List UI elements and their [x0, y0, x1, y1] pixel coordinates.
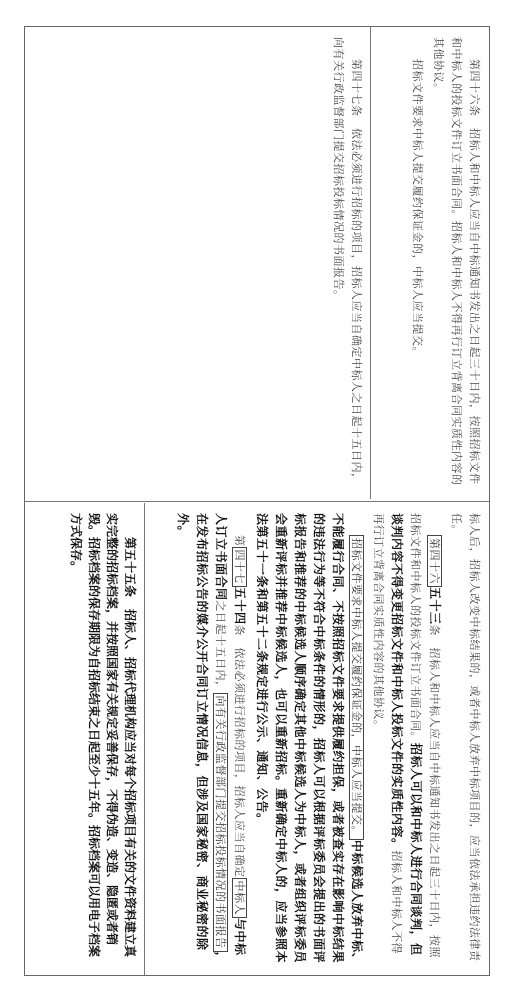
article-text-added: 与中标人订立书面合同 [214, 513, 247, 956]
continuation-text: 标人后，招标人改变中标结果的，或者中标人放弃中标项目的，应当依法承担违约法律责任。 [450, 513, 481, 962]
deleted-text-box: 招标文件要求中标人提交履约保证金的，中标人应当提交。 [349, 535, 364, 840]
comparison-table [24, 26, 490, 976]
right-cell-article-55 [23, 503, 145, 975]
article-text-added: 招标人、招标代理机构应当对每个招标项目有关的文件资料建立真实完整的招标档案，并按照国家有关规定妥善保存，不得伪造、变造、隐匿或者销毁。招标档案的保存期限为自招标结束之日起至少十五年。招标档案可以用电子档案方式保存。 [69, 513, 137, 958]
left-cell-article-46 [371, 27, 489, 501]
article-text: 依法必须进行招标的项目，招标人应当自确定中标人之日起十五日内，向有关行政监督部门提交招标投标情况的书面报告。 [332, 37, 363, 485]
article-text-added: ，在发布招标公告的媒介公开合同订立情况信息，但涉及国家秘密、商业秘密的除外。 [176, 513, 228, 965]
article-text: 之日起十五日内， [214, 600, 227, 693]
article-text: 招标人和中标人应当自中标通知书发出之日起三十日内，按照招标文件和中标人的投标文件订立书面合同。 [409, 513, 441, 959]
article-suffix: 条 [233, 624, 246, 637]
article-number-new: 五十四 [233, 587, 247, 625]
article-text-added: 招标人可以和中标人进行合同谈判，但谈判内容不得变更招标文件和中标人投标文件的实质性内容。 [390, 513, 423, 956]
article-prefix: 第 [233, 535, 246, 547]
right-cell-upper [145, 503, 489, 975]
article-text-added: 中标候选人放弃中标、不能履行合同、不按照招标文件要求提供履约担保，或者被查实存在影响中标结果的违法行为等不符合中标条件的情形的，招标人可以根据评标委员会提出的书面评标报告和推荐的中标候选人顺序确定其他中标候选人为中标人，或者组织评标委员会重新评标并推荐中标候选人，也可以重新招标。重新确定中标人的，应当参照本法第五十一条和第五十二条规定进行公示、通知、公告。 [255, 513, 364, 966]
deleted-text-box: 向有关行政监督部门提交招标投标情况的书面报告 [213, 693, 228, 952]
article-number: 第五十五条 [123, 537, 137, 598]
article-number: 第四十六条 [468, 59, 481, 117]
left-cell-article-47 [23, 27, 371, 501]
article-number-new: 五十三 [428, 587, 442, 625]
article-suffix: 条 [428, 624, 441, 637]
article-text: 招标人和中标人不得再行订立背离合同实质性内容的其他协议。 [372, 513, 403, 955]
column-divider [25, 501, 489, 502]
article-text: 招标人和中标人应当自中标通知书发出之日起三十日内，按照招标文件和中标人的投标文件订立书面合同。招标人和中标人不得再行订立背离合同实质性内容的其他协议。 [432, 37, 481, 486]
article-number-old: 第四十六 [427, 535, 442, 587]
article-number: 第四十七条 [350, 59, 363, 117]
article-number-old: 四十七 [232, 547, 247, 588]
article-text: 依法必须进行招标的项目，招标人应当自确定 [233, 647, 246, 878]
deleted-text-box: 中标人 [232, 878, 247, 919]
article-text: 招标文件要求中标人提交履约保证金的，中标人应当提交。 [411, 59, 424, 358]
